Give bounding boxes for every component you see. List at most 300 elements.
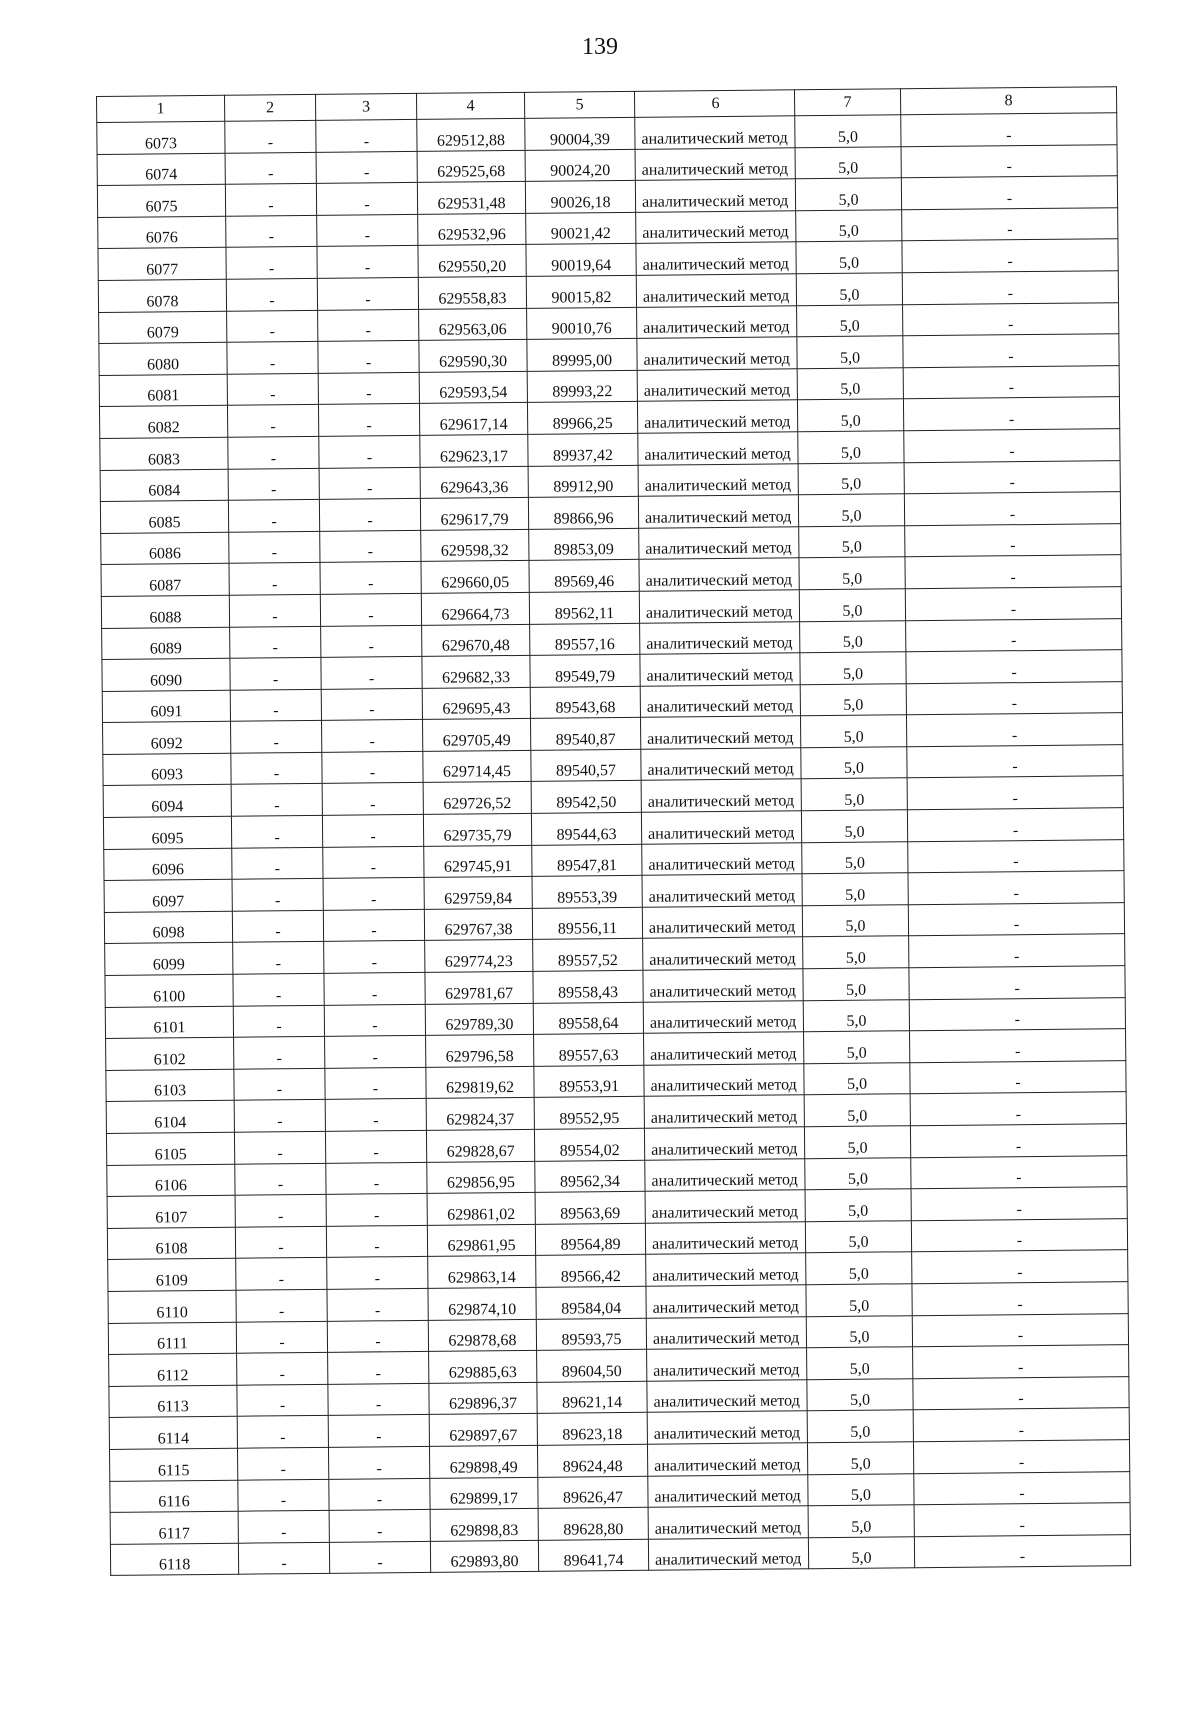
table-cell-col-4: 629781,67 [425, 971, 533, 1004]
table-cell-col-6: аналитический метод [637, 369, 797, 402]
table-cell-col-8: - [906, 650, 1122, 684]
table-cell-col-5: 89547,81 [532, 844, 642, 877]
table-cell-col-1: 6076 [98, 216, 226, 249]
table-cell-col-2: - [227, 342, 318, 374]
table-cell-col-6: аналитический метод [646, 1285, 806, 1318]
table-cell-col-3: - [325, 1067, 426, 1100]
table-cell-col-1: 6109 [108, 1259, 236, 1292]
table-cell-col-3: - [324, 972, 425, 1005]
table-cell-col-5: 89544,63 [531, 812, 641, 845]
table-cell-col-1: 6075 [97, 184, 225, 217]
table-cell-col-5: 89866,96 [528, 496, 638, 529]
table-cell-col-7: 5,0 [801, 747, 907, 780]
table-cell-col-2: - [233, 973, 324, 1005]
table-cell-col-2: - [230, 626, 321, 658]
table-cell-col-6: аналитический метод [644, 1095, 804, 1128]
table-cell-col-6: аналитический метод [642, 874, 802, 907]
table-cell-col-7: 5,0 [806, 1315, 912, 1348]
table-cell-col-3: - [324, 941, 425, 974]
table-cell-col-4: 629726,52 [423, 782, 531, 815]
table-cell-col-5: 89566,42 [536, 1255, 646, 1288]
table-cell-col-6: аналитический метод [639, 526, 799, 559]
table-cell-col-5: 89912,90 [528, 465, 638, 498]
table-cell-col-2: - [226, 247, 317, 279]
table-cell-col-4: 629598,32 [421, 529, 529, 562]
table-cell-col-2: - [228, 468, 319, 500]
table-cell-col-7: 5,0 [795, 178, 901, 211]
table-cell-col-5: 89584,04 [536, 1286, 646, 1319]
table-cell-col-3: - [328, 1446, 429, 1479]
table-cell-col-8: - [903, 302, 1119, 336]
table-cell-col-3: - [327, 1320, 428, 1353]
table-cell-col-8: - [901, 113, 1117, 147]
table-cell-col-3: - [324, 1004, 425, 1037]
table-cell-col-4: 629824,37 [426, 1098, 534, 1131]
table-cell-col-3: - [329, 1541, 430, 1574]
table-cell-col-7: 5,0 [807, 1378, 913, 1411]
table-cell-col-8: - [913, 1440, 1129, 1474]
table-cell-col-1: 6104 [106, 1101, 234, 1134]
table-cell-col-7: 5,0 [804, 1094, 910, 1127]
table-cell-col-1: 6087 [101, 564, 229, 597]
table-cell-col-8: - [901, 176, 1117, 210]
table-cell-col-5: 89937,42 [528, 433, 638, 466]
table-cell-col-4: 629643,36 [420, 466, 528, 499]
table-cell-col-1: 6114 [109, 1417, 237, 1450]
table-cell-col-7: 5,0 [798, 431, 904, 464]
table-cell-col-7: 5,0 [806, 1252, 912, 1285]
table-cell-col-1: 6099 [105, 943, 233, 976]
table-cell-col-5: 90021,42 [526, 212, 636, 245]
page-number: 139 [582, 34, 618, 60]
table-cell-col-5: 89563,69 [535, 1191, 645, 1224]
table-cell-col-8: - [911, 1218, 1127, 1252]
table-cell-col-5: 90026,18 [525, 181, 635, 214]
table-cell-col-5: 89554,02 [534, 1128, 644, 1161]
table-cell-col-3: - [321, 656, 422, 689]
table-cell-col-2: - [225, 120, 316, 152]
table-cell-col-7: 5,0 [795, 115, 901, 148]
table-cell-col-7: 5,0 [798, 462, 904, 495]
table-cell-col-2: - [232, 847, 323, 879]
table-cell-col-7: 5,0 [806, 1284, 912, 1317]
table-cell-col-8: - [913, 1376, 1129, 1410]
table-cell-col-2: - [234, 1037, 325, 1069]
table-cell-col-3: - [328, 1415, 429, 1448]
table-cell-col-8: - [904, 460, 1120, 494]
header-cell-2: 2 [224, 94, 315, 121]
table-cell-col-3: - [316, 151, 417, 184]
table-cell-col-3: - [318, 341, 419, 374]
table-cell-col-2: - [231, 815, 322, 847]
table-cell-col-3: - [320, 562, 421, 595]
table-cell-col-4: 629897,67 [429, 1414, 537, 1447]
table-cell-col-3: - [318, 404, 419, 437]
table-cell-col-6: аналитический метод [636, 211, 796, 244]
table-cell-col-3: - [319, 467, 420, 500]
table-cell-col-2: - [238, 1542, 329, 1574]
table-cell-col-7: 5,0 [799, 557, 905, 590]
table-cell-col-2: - [227, 310, 318, 342]
header-cell-8: 8 [900, 87, 1116, 115]
table-cell-col-4: 629899,17 [430, 1477, 538, 1510]
table-cell-col-8: - [913, 1408, 1129, 1442]
table-cell-col-4: 629735,79 [423, 813, 531, 846]
header-cell-4: 4 [416, 92, 524, 119]
table-cell-col-2: - [235, 1195, 326, 1227]
table-cell-col-1: 6093 [103, 753, 231, 786]
table-cell-col-8: - [907, 745, 1123, 779]
table-cell-col-6: аналитический метод [637, 400, 797, 433]
table-cell-col-7: 5,0 [803, 968, 909, 1001]
table-cell-col-7: 5,0 [800, 683, 906, 716]
table-cell-col-3: - [326, 1194, 427, 1227]
table-cell-col-1: 6096 [104, 848, 232, 881]
table-cell-col-6: аналитический метод [648, 1506, 808, 1539]
table-cell-col-3: - [325, 1036, 426, 1069]
table-cell-col-6: аналитический метод [635, 147, 795, 180]
table-cell-col-5: 89542,50 [531, 781, 641, 814]
table-cell-col-2: - [237, 1416, 328, 1448]
table-cell-col-6: аналитический метод [641, 811, 801, 844]
table-cell-col-4: 629558,83 [418, 276, 526, 309]
table-cell-col-4: 629531,48 [417, 182, 525, 215]
table-cell-col-1: 6105 [106, 1132, 234, 1165]
table-cell-col-6: аналитический метод [643, 937, 803, 970]
table-cell-col-7: 5,0 [797, 399, 903, 432]
table-cell-col-1: 6079 [99, 311, 227, 344]
table-cell-col-8: - [905, 555, 1121, 589]
table-cell-col-7: 5,0 [801, 810, 907, 843]
table-cell-col-4: 629878,68 [428, 1319, 536, 1352]
table-cell-col-8: - [902, 207, 1118, 241]
table-cell-col-5: 89540,87 [530, 718, 640, 751]
table-cell-col-8: - [906, 713, 1122, 747]
table-cell-col-5: 89557,52 [533, 939, 643, 972]
table-cell-col-1: 6113 [109, 1385, 237, 1418]
table-cell-col-7: 5,0 [797, 304, 903, 337]
table-cell-col-8: - [914, 1534, 1130, 1568]
table-cell-col-2: - [234, 1068, 325, 1100]
table-cell-col-1: 6111 [108, 1322, 236, 1355]
table-cell-col-1: 6110 [108, 1290, 236, 1323]
table-cell-col-2: - [232, 879, 323, 911]
table-cell-col-5: 89562,11 [529, 591, 639, 624]
table-cell-col-2: - [230, 657, 321, 689]
table-cell-col-8: - [911, 1187, 1127, 1221]
table-cell-col-4: 629745,91 [424, 845, 532, 878]
table-cell-col-1: 6097 [104, 879, 232, 912]
table-cell-col-1: 6116 [110, 1480, 238, 1513]
table-cell-col-7: 5,0 [804, 1031, 910, 1064]
table-cell-col-5: 89549,79 [530, 654, 640, 687]
table-cell-col-8: - [909, 997, 1125, 1031]
table-cell-col-8: - [906, 618, 1122, 652]
table-cell-col-4: 629550,20 [418, 245, 526, 278]
table-cell-col-4: 629789,30 [425, 1003, 533, 1036]
table-cell-col-4: 629682,33 [422, 655, 530, 688]
table-cell-col-7: 5,0 [797, 368, 903, 401]
table-cell-col-6: аналитический метод [640, 716, 800, 749]
table-cell-col-1: 6084 [100, 469, 228, 502]
table-cell-col-3: - [319, 435, 420, 468]
table-cell-col-1: 6088 [101, 595, 229, 628]
table-cell-col-6: аналитический метод [641, 779, 801, 812]
table-cell-col-6: аналитический метод [647, 1379, 807, 1412]
table-cell-col-8: - [912, 1282, 1128, 1316]
table-cell-col-5: 89623,18 [537, 1413, 647, 1446]
table-cell-col-3: - [328, 1352, 429, 1385]
table-cell-col-8: - [901, 144, 1117, 178]
table-cell-col-6: аналитический метод [637, 305, 797, 338]
table-cell-col-2: - [233, 1005, 324, 1037]
table-cell-col-6: аналитический метод [636, 242, 796, 275]
header-cell-7: 7 [794, 89, 900, 116]
table-cell-col-7: 5,0 [796, 241, 902, 274]
table-cell-col-5: 89553,39 [532, 876, 642, 909]
table-cell-col-8: - [902, 239, 1118, 273]
table-cell-col-8: - [909, 966, 1125, 1000]
table-cell-col-4: 629898,83 [430, 1508, 538, 1541]
table-cell-col-2: - [225, 184, 316, 216]
table-cell-col-3: - [326, 1162, 427, 1195]
table-cell-col-7: 5,0 [805, 1221, 911, 1254]
table-cell-col-6: аналитический метод [647, 1348, 807, 1381]
table-cell-col-2: - [227, 373, 318, 405]
table-cell-col-1: 6106 [107, 1164, 235, 1197]
table-cell-col-8: - [909, 934, 1125, 968]
table-cell-col-2: - [238, 1479, 329, 1511]
table-cell-col-2: - [238, 1510, 329, 1542]
table-cell-col-7: 5,0 [798, 494, 904, 527]
table-cell-col-7: 5,0 [805, 1157, 911, 1190]
table-cell-col-4: 629898,49 [429, 1445, 537, 1478]
table-cell-col-2: - [232, 910, 323, 942]
table-cell-col-4: 629714,45 [423, 750, 531, 783]
table-cell-col-8: - [902, 271, 1118, 305]
table-cell-col-1: 6098 [104, 911, 232, 944]
table-cell-col-5: 89853,09 [529, 528, 639, 561]
table-cell-col-5: 90024,20 [525, 149, 635, 182]
table-cell-col-3: - [318, 309, 419, 342]
table-cell-col-2: - [235, 1163, 326, 1195]
table-cell-col-5: 89621,14 [537, 1381, 647, 1414]
header-cell-3: 3 [315, 93, 416, 120]
table-cell-col-6: аналитический метод [640, 684, 800, 717]
table-cell-col-8: - [908, 871, 1124, 905]
table-cell-col-4: 629563,06 [419, 308, 527, 341]
table-cell-col-6: аналитический метод [643, 969, 803, 1002]
table-cell-col-7: 5,0 [804, 1126, 910, 1159]
table-cell-col-4: 629590,30 [419, 340, 527, 373]
table-cell-col-2: - [229, 563, 320, 595]
table-cell-col-5: 89993,22 [527, 370, 637, 403]
table-cell-col-4: 629664,73 [421, 592, 529, 625]
table-cell-col-1: 6073 [97, 121, 225, 154]
table-cell-col-3: - [322, 751, 423, 784]
table-cell-col-2: - [229, 594, 320, 626]
table-cell-col-6: аналитический метод [642, 842, 802, 875]
table-cell-col-4: 629828,67 [426, 1129, 534, 1162]
table-cell-col-2: - [234, 1131, 325, 1163]
table-cell-col-8: - [904, 492, 1120, 526]
table-body [97, 87, 1131, 1576]
table-cell-col-4: 629695,43 [422, 687, 530, 720]
table-cell-col-8: - [910, 1029, 1126, 1063]
table-cell-col-5: 89540,57 [531, 749, 641, 782]
table-cell-col-8: - [910, 1092, 1126, 1126]
table-cell-col-5: 89569,46 [529, 560, 639, 593]
table-cell-col-8: - [903, 334, 1119, 368]
table-cell-col-1: 6112 [109, 1353, 237, 1386]
header-cell-1: 1 [97, 95, 225, 122]
table-cell-col-3: - [322, 783, 423, 816]
table-cell-col-1: 6078 [98, 279, 226, 312]
table-cell-col-4: 629623,17 [420, 434, 528, 467]
table-cell-col-6: аналитический метод [644, 1127, 804, 1160]
table-cell-col-6: аналитический метод [640, 653, 800, 686]
table-cell-col-8: - [907, 808, 1123, 842]
table-cell-col-5: 89553,91 [534, 1065, 644, 1098]
table-cell-col-1: 6080 [99, 342, 227, 375]
table-cell-col-6: аналитический метод [635, 116, 795, 149]
table-cell-col-6: аналитический метод [640, 621, 800, 654]
table-cell-col-2: - [235, 1226, 326, 1258]
table-cell-col-7: 5,0 [800, 620, 906, 653]
table-cell-col-8: - [905, 523, 1121, 557]
table-cell-col-5: 89557,63 [534, 1034, 644, 1067]
table-cell-col-7: 5,0 [808, 1473, 914, 1506]
table-cell-col-4: 629874,10 [428, 1287, 536, 1320]
table-cell-col-5: 89552,95 [534, 1097, 644, 1130]
table-cell-col-1: 6118 [110, 1543, 238, 1576]
table-cell-col-6: аналитический метод [648, 1474, 808, 1507]
table-cell-col-7: 5,0 [796, 210, 902, 243]
table-cell-col-4: 629893,80 [430, 1540, 538, 1573]
table-cell-col-3: - [317, 277, 418, 310]
table-cell-col-1: 6085 [100, 500, 228, 533]
table-cell-col-5: 89624,48 [537, 1444, 647, 1477]
table-cell-col-4: 629670,48 [422, 624, 530, 657]
table-cell-col-4: 629759,84 [424, 877, 532, 910]
table-cell-col-2: - [231, 752, 322, 784]
table-cell-col-6: аналитический метод [644, 1064, 804, 1097]
table-cell-col-4: 629896,37 [429, 1382, 537, 1415]
table-cell-col-8: - [914, 1471, 1130, 1505]
table-cell-col-1: 6090 [102, 658, 230, 691]
table-cell-col-1: 6095 [103, 816, 231, 849]
table-cell-col-8: - [904, 429, 1120, 463]
table-cell-col-2: - [231, 784, 322, 816]
table-cell-col-6: аналитический метод [647, 1411, 807, 1444]
table-cell-col-5: 89558,43 [533, 970, 643, 1003]
table-cell-col-1: 6101 [105, 1006, 233, 1039]
table-cell-col-5: 90015,82 [526, 275, 636, 308]
table-cell-col-6: аналитический метод [645, 1190, 805, 1223]
table-cell-col-4: 629861,02 [427, 1193, 535, 1226]
table-cell-col-3: - [323, 909, 424, 942]
table-cell-col-3: - [329, 1478, 430, 1511]
table-cell-col-1: 6082 [99, 406, 227, 439]
table-cell-col-4: 629617,14 [419, 403, 527, 436]
table-cell-col-7: 5,0 [800, 652, 906, 685]
table-cell-col-5: 89543,68 [530, 686, 640, 719]
header-cell-5: 5 [524, 91, 634, 118]
table-cell-col-4: 629819,62 [426, 1066, 534, 1099]
table-cell-col-7: 5,0 [808, 1536, 914, 1569]
table-cell-col-6: аналитический метод [638, 463, 798, 496]
table-cell-col-3: - [316, 183, 417, 216]
table-cell-col-8: - [907, 776, 1123, 810]
table-cell-col-4: 629863,14 [428, 1256, 536, 1289]
table-cell-col-4: 629512,88 [417, 118, 525, 151]
table-cell-col-3: - [318, 372, 419, 405]
table-cell-col-3: - [316, 119, 417, 152]
table-cell-col-3: - [329, 1509, 430, 1542]
table-cell-col-5: 89604,50 [537, 1349, 647, 1382]
table-cell-col-8: - [908, 903, 1124, 937]
table-cell-col-4: 629525,68 [417, 150, 525, 183]
table-cell-col-3: - [322, 720, 423, 753]
table-cell-col-8: - [910, 1124, 1126, 1158]
table-cell-col-8: - [910, 1060, 1126, 1094]
table-cell-col-2: - [227, 405, 318, 437]
table-cell-col-3: - [320, 530, 421, 563]
table-cell-col-8: - [903, 365, 1119, 399]
table-cell-col-1: 6081 [99, 374, 227, 407]
table-cell-col-8: - [903, 397, 1119, 431]
table-cell-col-2: - [225, 152, 316, 184]
table-cell-col-1: 6077 [98, 248, 226, 281]
table-cell-col-5: 90010,76 [527, 307, 637, 340]
table-cell-col-6: аналитический метод [646, 1316, 806, 1349]
table-cell-col-6: аналитический метод [642, 906, 802, 939]
table-cell-col-5: 90019,64 [526, 244, 636, 277]
table-cell-col-1: 6102 [106, 1037, 234, 1070]
table-cell-col-7: 5,0 [807, 1347, 913, 1380]
table-cell-col-7: 5,0 [802, 905, 908, 938]
table-cell-col-6: аналитический метод [644, 1032, 804, 1065]
table-cell-col-3: - [317, 246, 418, 279]
table-cell-col-3: - [323, 878, 424, 911]
table-cell-col-7: 5,0 [803, 999, 909, 1032]
table-cell-col-7: 5,0 [797, 336, 903, 369]
table-cell-col-1: 6074 [97, 153, 225, 186]
table-cell-col-5: 89995,00 [527, 338, 637, 371]
table-cell-col-3: - [321, 625, 422, 658]
table-cell-col-6: аналитический метод [638, 432, 798, 465]
table-cell-col-1: 6083 [100, 437, 228, 470]
table-cell-col-5: 89966,25 [527, 402, 637, 435]
header-cell-6: 6 [634, 90, 794, 118]
table-cell-col-8: - [913, 1345, 1129, 1379]
table-cell-col-4: 629767,38 [424, 908, 532, 941]
table-cell-col-5: 89562,34 [535, 1160, 645, 1193]
table-cell-col-5: 89641,74 [538, 1539, 648, 1572]
table-cell-col-2: - [234, 1100, 325, 1132]
table-cell-col-2: - [228, 436, 319, 468]
table-cell-col-1: 6086 [101, 532, 229, 565]
table-cell-col-4: 629885,63 [429, 1350, 537, 1383]
table-cell-col-7: 5,0 [805, 1189, 911, 1222]
table-cell-col-1: 6092 [103, 722, 231, 755]
table-cell-col-7: 5,0 [801, 778, 907, 811]
coordinates-table-wrapper [96, 86, 1130, 1576]
table-cell-col-4: 629856,95 [427, 1161, 535, 1194]
table-cell-col-6: аналитический метод [647, 1443, 807, 1476]
table-cell-col-2: - [237, 1447, 328, 1479]
table-cell-col-8: - [905, 587, 1121, 621]
